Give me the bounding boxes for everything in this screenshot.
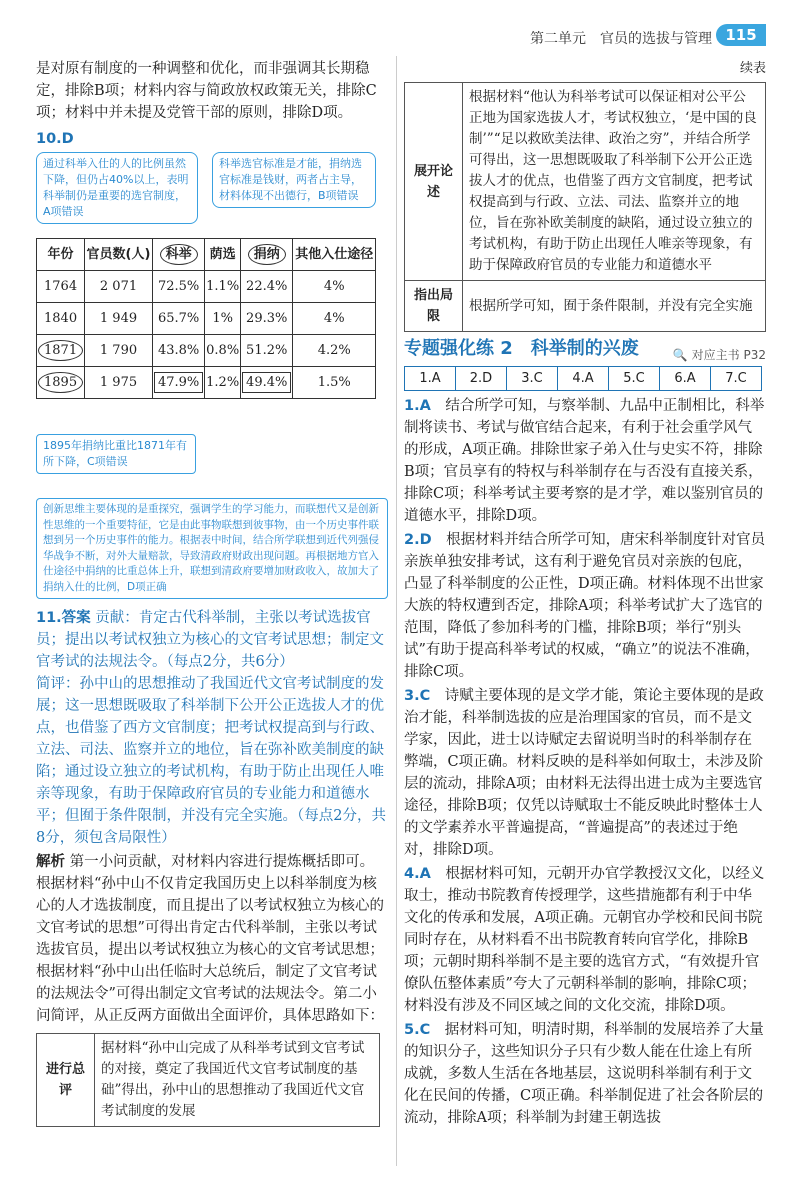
answer-cell: 2.D (456, 367, 507, 391)
cell: 4% (293, 303, 376, 335)
cell (240, 367, 293, 399)
unit-title: 第二单元 官员的选拔与管理 (530, 31, 712, 47)
intro-text: 是对原有制度的一种调整和优化，而非强调其长期稳定，排除B项；材料内容与简政放权政策无关，排除C项；材料中并未提及党管干部的原则，排除D项。 (36, 61, 377, 121)
analysis-text: 第一小问贡献，对材料内容进行提炼概括即可。根据材料“孙中山不仅肯定我国历史上以科举制度为核心的人才选拔制度，而且提出了以考试权独立为核心的文官考试的思想”可得出肯定古代科举制，主张以考试选拔官员，提出以考试权独立为核心的文官考试思想；根据材料“孙中山出任临时大总统后，制定了文官考试的法规法令”可得出制定文官考试的法规法令。第二小问简评，从正反两方面做出全面评价，具体思路如下： (36, 854, 384, 1024)
cell: 1840 (37, 303, 85, 335)
cell (152, 367, 205, 399)
cell: 2 071 (85, 271, 153, 303)
official-data-table (36, 238, 376, 399)
cell: 1 790 (85, 335, 153, 367)
table-row (37, 271, 376, 303)
cell: 4.2% (293, 335, 376, 367)
cell: 22.4% (240, 271, 293, 303)
handwritten-note-d: 创新思维主要体现的是重探究，强调学生的学习能力，而联想代又是创新性思维的一个重要特征，它是由此事物联想到彼事物，由一个历史事件联想到另一个历史事件的能力。根据表中时间，结合所学联想到近代列强侵华战争不断，对外大量赔款，导致清政府财政出现问题。再根据地方官入仕途径中捐纳的比重总体上升，联想到清政府要增加财政收入，故加大了捐纳入仕的比例，D项正确 (36, 498, 388, 599)
cell: 1764 (37, 271, 85, 303)
th-year: 年份 (37, 239, 85, 271)
summary-box (36, 1033, 380, 1127)
answer-cell: 4.A (558, 367, 609, 391)
explanation-2 (404, 529, 766, 683)
explanation-2-num: 2.D (404, 532, 432, 548)
answer-cell: 5.C (609, 367, 660, 391)
section-ref-text: 对应主书 P32 (691, 348, 766, 362)
q11-answer (36, 607, 388, 673)
th-yinxuan: 荫选 (205, 239, 241, 271)
th-officials: 官员数(人) (85, 239, 153, 271)
row-head-limit: 指出局限 (405, 281, 463, 332)
th-keju: 科举 (160, 244, 198, 265)
explanation-5-num: 5.C (404, 1022, 431, 1038)
q11-answer-text: 贡献：肯定古代科举制，主张以考试选拔官员；提出以考试权独立为核心的文官考试思想；制定文官考试的法规法令。（每点2分，共6分） (36, 610, 384, 670)
th-juanna-cell (240, 239, 293, 271)
continued-row (405, 281, 766, 332)
cell: 1.1% (205, 271, 241, 303)
boxed-value: 47.9% (154, 372, 203, 393)
continued-label: 续表 (739, 61, 766, 76)
q11-analysis (36, 851, 388, 1027)
answer-key (404, 366, 762, 391)
row-text-expand: 根据材料“他认为科举考试可以保证相对公平公正地为国家选拔人才，考试权独立，‘是中国的良制’”“足以救欧美法律、政治之穷”，并结合所学可得出，这一思想既吸取了科举制下公开公正选拔人才的优点，也借鉴了西方文官制度，把考试权提高到与行政、立法、司法、监察并立的地位，旨在弥补欧美制度的缺陷，通过设立独立的考试机构，有助于防止出现任人唯亲等现象，有助于保障政府官员的专业能力和道德水平 (463, 83, 766, 281)
continued-row (405, 83, 766, 281)
row-head-expand: 展开论述 (405, 83, 463, 281)
explanation-3-num: 3.C (404, 688, 431, 704)
table-header-row (37, 239, 376, 271)
cell: 0.8% (205, 335, 241, 367)
cell: 1 949 (85, 303, 153, 335)
boxed-value: 49.4% (242, 372, 291, 393)
column-divider (396, 56, 397, 1166)
summary-text: 据材料“孙中山完成了从科举考试到文官考试的对接，奠定了我国近代文官考试制度的基础”得出，孙中山的思想推动了我国近代文官考试制度的发展 (95, 1034, 380, 1127)
answer-cell: 7.C (711, 367, 762, 391)
cell: 65.7% (152, 303, 205, 335)
page-header (0, 0, 800, 46)
section-title: 专题强化练 2 科举制的兴废 (404, 338, 639, 359)
cell: 1.2% (205, 367, 241, 399)
answer-cell: 1.A (405, 367, 456, 391)
explanation-2-text: 根据材料并结合所学可知，唐宋科举制度针对官员亲族单独安排考试，这有利于避免官员对亲族的包庇，凸显了科举制度的公正性，D项正确。材料体现不出世家大族的特权遭到否定，排除A项；科举考试扩大了选官的范围，降低了参加科考的门槛，排除B项；举行“别头试”有助于提高科举考试的权威，“确立”的说法不准确，排除C项。 (404, 532, 766, 680)
th-juanna: 捐纳 (248, 244, 286, 265)
handwritten-note-a: 通过科举入仕的人的比例虽然下降，但仍占40%以上，表明科举制仍是重要的选官制度，A项错误 (36, 152, 198, 224)
cell: 1 975 (85, 367, 153, 399)
q11-comment: 简评：孙中山的思想推动了我国近代文官考试制度的发展；这一思想既吸取了科举制下公开公正选拔人才的优点，也借鉴了西方文官制度；把考试权提高到与行政、立法、司法、监察并立的地位，旨在弥补欧美制度的缺陷；通过设立独立的考试机构，有助于防止出现任人唯亲等现象，有助于保障政府官员的专业能力和道德水平；但囿于条件限制，并没有完全实施。（每点2分，共8分，须包含局限性） (36, 676, 386, 846)
cell: 29.3% (240, 303, 293, 335)
answer-row (405, 367, 762, 391)
cell: 4% (293, 271, 376, 303)
explanation-1-text: 结合所学可知，与察举制、九品中正制相比，科举制将读书、考试与做官结合起来，有利于社会重学风气的形成，A项正确。排除世家子弟入仕与史实不符，排除B项；官员享有的特权与科举制存在与否没有直接关系，排除C项；科举考试主要考察的是才学，难以鉴别官员的道德水平，排除D项。 (404, 398, 765, 524)
cell: 51.2% (240, 335, 293, 367)
cell: 1.5% (293, 367, 376, 399)
circled-year-1895: 1895 (38, 372, 83, 393)
cell (37, 335, 85, 367)
cell: 1% (205, 303, 241, 335)
right-column (404, 58, 766, 1129)
section-ref (673, 344, 766, 366)
summary-head: 进行总评 (37, 1034, 95, 1127)
explanation-5 (404, 1019, 766, 1129)
analysis-label: 解析 (36, 854, 65, 870)
table-row (37, 303, 376, 335)
page-number: 115 (716, 24, 766, 46)
q11-label: 11.答案 (36, 610, 91, 626)
handwritten-note-c: 1895年捐纳比重比1871年有所下降，C项错误 (36, 434, 196, 474)
table-row (37, 367, 376, 399)
explanation-1 (404, 395, 766, 527)
row-text-limit: 根据所学可知，囿于条件限制，并没有完全实施 (463, 281, 766, 332)
explanation-4 (404, 863, 766, 1017)
section-header (404, 338, 766, 364)
cell: 43.8% (152, 335, 205, 367)
summary-row (37, 1034, 380, 1127)
explanation-3-text: 诗赋主要体现的是文学才能，策论主要体现的是政治才能，科举制选拔的应是治理国家的官员，而不是文学家，因此，进士以诗赋定去留说明当时的科举制存在弊端，C项正确。材料反映的是科举如何取士，未涉及阶层的流动，排除A项；由材料无法得出进士成为主要选官途径，排除B项；仅凭以诗赋取士不能反映此时整体士人的文学素养水平普遍提高，“普遍提高”的表述过于绝对，排除D项。 (404, 688, 764, 858)
explanation-4-text: 根据材料可知，元朝开办官学教授汉文化，以经义取士，推动书院教育传授理学，这些措施都有利于中华文化的传承和发展，A项正确。元朝官办学校和民间书院同时存在，从材料看不出书院教育转向官学化，排除B项；元朝时期科举制不是主要的选官方式，“有效提升官僚队伍整体素质”夸大了元朝科举制的影响，排除C项；材料没有涉及不同区域之间的文化交流，排除D项。 (404, 866, 765, 1014)
explanation-1-num: 1.A (404, 398, 431, 414)
answer-cell: 3.C (507, 367, 558, 391)
q10-annotated-table (36, 152, 388, 532)
cell (37, 367, 85, 399)
left-column (36, 58, 388, 1127)
cell: 72.5% (152, 271, 205, 303)
circled-year-1871: 1871 (38, 340, 83, 361)
question-10-number: 10.D (36, 131, 74, 147)
table-row (37, 335, 376, 367)
search-icon: 🔍 (672, 348, 688, 362)
explanation-5-text: 据材料可知，明清时期，科举制的发展培养了大量的知识分子，这些知识分子只有少数人能在仕途上有所成就，多数人生活在各地基层，这说明科举制有利于文化在民间的传播，C项正确。科举制促进了社会各阶层的流动，排除A项；科举制为封建王朝选拔 (404, 1022, 764, 1126)
th-other: 其他入仕途径 (293, 239, 376, 271)
th-keju-cell (152, 239, 205, 271)
continued-table (404, 82, 766, 332)
handwritten-note-b: 科举选官标准是才能，捐纳选官标准是钱财，两者占主导，材料体现不出德行，B项错误 (212, 152, 376, 208)
explanation-4-num: 4.A (404, 866, 431, 882)
answer-cell: 6.A (660, 367, 711, 391)
explanation-3 (404, 685, 766, 861)
